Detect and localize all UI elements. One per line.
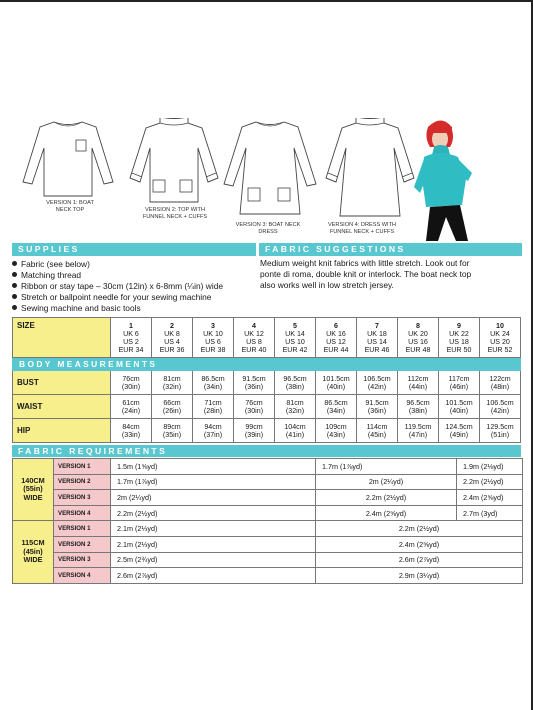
measure-cell: 94cm (37in) — [193, 419, 234, 443]
funnel-neck-top-sketch — [124, 118, 224, 208]
bullet-icon — [12, 261, 17, 266]
bust-row — [13, 371, 521, 395]
size-cell: 7 UK 18 US 14 EUR 46 — [357, 318, 398, 358]
version-2-label: VERSION 2 — [54, 536, 111, 552]
bullet-icon — [12, 294, 17, 299]
bust-label: BUST — [13, 371, 111, 395]
garment-funnel-neck-dress — [320, 118, 420, 220]
fabric-amount: 2.2m (2½yd) — [457, 474, 523, 490]
measure-cell: 66cm (26in) — [152, 395, 193, 419]
measure-cell: 106.5cm (42in) — [480, 395, 521, 419]
measure-cell: 86.5cm (34in) — [316, 395, 357, 419]
measure-cell: 71cm (28in) — [193, 395, 234, 419]
hip-label: HIP — [13, 419, 111, 443]
supplies-item: Matching thread — [12, 270, 262, 281]
fabric-row-140-v1 — [13, 459, 523, 475]
size-cell: 5 UK 14 US 10 EUR 42 — [275, 318, 316, 358]
size-cell: 1 UK 6 US 2 EUR 34 — [111, 318, 152, 358]
measure-cell: 122cm (48in) — [480, 371, 521, 395]
width-140-label: 140CM (55in) WIDE — [13, 459, 54, 521]
measure-cell: 86.5cm (34in) — [193, 371, 234, 395]
measure-cell: 112cm (44in) — [398, 371, 439, 395]
supplies-item: Sewing machine and basic tools — [12, 303, 262, 314]
width-115-label: 115CM (45in) WIDE — [13, 521, 54, 583]
fabric-amount: 1.5m (1⅝yd) — [111, 459, 316, 475]
fabric-amount: 1.9m (2⅛yd) — [457, 459, 523, 475]
model-photo-image — [410, 117, 510, 243]
size-cell: 9 UK 22 US 18 EUR 50 — [439, 318, 480, 358]
measure-cell: 81cm (32in) — [152, 371, 193, 395]
size-cell: 2 UK 8 US 4 EUR 36 — [152, 318, 193, 358]
measure-cell: 91.5cm (36in) — [357, 395, 398, 419]
garment-funnel-neck-top — [124, 118, 224, 208]
page-border-top — [0, 0, 533, 2]
fabric-amount: 2.6m (2⅞yd) — [111, 568, 316, 584]
fabric-suggestions-line: ponte di roma, double knit or interlock. The boat neck top — [260, 269, 472, 280]
garment-caption-4: VERSION 4: DRESS WITH FUNNEL NECK + CUFFS — [327, 222, 397, 235]
measure-cell: 96.5cm (38in) — [275, 371, 316, 395]
version-3-label: VERSION 3 — [54, 552, 111, 568]
measure-cell: 99cm (39in) — [234, 419, 275, 443]
measure-cell: 76cm (30in) — [111, 371, 152, 395]
fabric-row-140-v3 — [13, 490, 523, 506]
measure-cell: 89cm (35in) — [152, 419, 193, 443]
bullet-icon — [12, 272, 17, 277]
size-label: SIZE — [13, 318, 111, 358]
fabric-amount: 2.6m (2⅞yd) — [316, 552, 523, 568]
version-4-label: VERSION 4 — [54, 568, 111, 584]
version-1-label: VERSION 1 — [54, 521, 111, 537]
fabric-amount: 2.2m (2½yd) — [316, 521, 523, 537]
measure-cell: 124.5cm (49in) — [439, 419, 480, 443]
model-photo — [410, 117, 510, 243]
size-table — [12, 317, 521, 443]
supplies-item: Stretch or ballpoint needle for your sewing machine — [12, 292, 262, 303]
fabric-row-140-v2 — [13, 474, 523, 490]
measure-cell: 109cm (43in) — [316, 419, 357, 443]
measure-cell: 106.5cm (42in) — [357, 371, 398, 395]
fabric-amount: 2.1m (2⅓yd) — [111, 521, 316, 537]
fabric-amount: 2.9m (3¼yd) — [316, 568, 523, 584]
boat-neck-dress-sketch — [220, 118, 320, 218]
version-4-label: VERSION 4 — [54, 505, 111, 521]
garment-caption-2: VERSION 2: TOP WITH FUNNEL NECK + CUFFS — [142, 207, 208, 220]
fabric-requirements-heading: FABRIC REQUIREMENTS — [12, 445, 521, 457]
fabric-amount: 2m (2¼yd) — [111, 490, 316, 506]
size-cell: 4 UK 12 US 8 EUR 40 — [234, 318, 275, 358]
size-cell: 8 UK 20 US 16 EUR 48 — [398, 318, 439, 358]
measure-cell: 84cm (33in) — [111, 419, 152, 443]
fabric-amount: 1.7m (1⅞yd) — [111, 474, 316, 490]
boat-neck-top-sketch — [18, 118, 118, 200]
measure-cell: 129.5cm (51in) — [480, 419, 521, 443]
garment-boat-neck-dress — [220, 118, 320, 218]
version-3-label: VERSION 3 — [54, 490, 111, 506]
version-2-label: VERSION 2 — [54, 474, 111, 490]
garment-caption-1: VERSION 1: BOAT NECK TOP — [46, 200, 94, 213]
waist-row — [13, 395, 521, 419]
body-measurements-heading: BODY MEASUREMENTS — [13, 358, 521, 371]
fabric-suggestions-heading: FABRIC SUGGESTIONS — [259, 243, 522, 256]
fabric-amount: 2.4m (2⅝yd) — [316, 505, 457, 521]
fabric-amount: 2.4m (2⅝yd) — [457, 490, 523, 506]
bullet-icon — [12, 283, 17, 288]
fabric-row-115-v1 — [13, 521, 523, 537]
measure-cell: 101.5cm (40in) — [316, 371, 357, 395]
measure-cell: 61cm (24in) — [111, 395, 152, 419]
supplies-item: Fabric (see below) — [12, 259, 262, 270]
fabric-amount: 2m (2¼yd) — [316, 474, 457, 490]
fabric-amount: 2.2m (2½yd) — [316, 490, 457, 506]
garment-boat-neck-top — [18, 118, 118, 200]
fabric-amount: 2.2m (2½yd) — [111, 505, 316, 521]
measure-cell: 114cm (45in) — [357, 419, 398, 443]
supplies-heading: SUPPLIES — [12, 243, 256, 256]
garment-caption-3: VERSION 3: BOAT NECK DRESS — [235, 222, 301, 235]
fabric-amount: 2.5m (2¾yd) — [111, 552, 316, 568]
fabric-row-115-v4 — [13, 568, 523, 584]
fabric-amount: 2.7m (3yd) — [457, 505, 523, 521]
fabric-suggestions-text — [260, 258, 530, 292]
bullet-icon — [12, 305, 17, 310]
fabric-row-115-v3 — [13, 552, 523, 568]
fabric-suggestions-line: also works well in low stretch jersey. — [260, 280, 394, 291]
measure-cell: 101.5cm (40in) — [439, 395, 480, 419]
measure-cell: 81cm (32in) — [275, 395, 316, 419]
hip-row — [13, 419, 521, 443]
measure-cell: 76cm (30in) — [234, 395, 275, 419]
fabric-row-115-v2 — [13, 536, 523, 552]
waist-label: WAIST — [13, 395, 111, 419]
funnel-neck-dress-sketch — [320, 118, 420, 220]
supplies-item: Ribbon or stay tape – 30cm (12in) x 6-8mm (¼in) wide — [12, 281, 262, 292]
fabric-amount: 1.7m (1⅞yd) — [316, 459, 457, 475]
fabric-requirements-table — [12, 458, 523, 584]
measure-cell: 96.5cm (38in) — [398, 395, 439, 419]
fabric-amount: 2.4m (2⅝yd) — [316, 536, 523, 552]
measure-cell: 117cm (46in) — [439, 371, 480, 395]
size-row — [13, 318, 521, 358]
body-measurements-heading-row — [13, 358, 521, 371]
size-cell: 6 UK 16 US 12 EUR 44 — [316, 318, 357, 358]
measure-cell: 104cm (41in) — [275, 419, 316, 443]
measure-cell: 119.5cm (47in) — [398, 419, 439, 443]
fabric-amount: 2.1m (2⅓yd) — [111, 536, 316, 552]
supplies-list — [12, 259, 262, 314]
size-cell: 3 UK 10 US 6 EUR 38 — [193, 318, 234, 358]
size-cell: 10 UK 24 US 20 EUR 52 — [480, 318, 521, 358]
measure-cell: 91.5cm (36in) — [234, 371, 275, 395]
fabric-suggestions-line: Medium weight knit fabrics with little stretch. Look out for — [260, 258, 470, 268]
version-1-label: VERSION 1 — [54, 459, 111, 475]
fabric-row-140-v4 — [13, 505, 523, 521]
